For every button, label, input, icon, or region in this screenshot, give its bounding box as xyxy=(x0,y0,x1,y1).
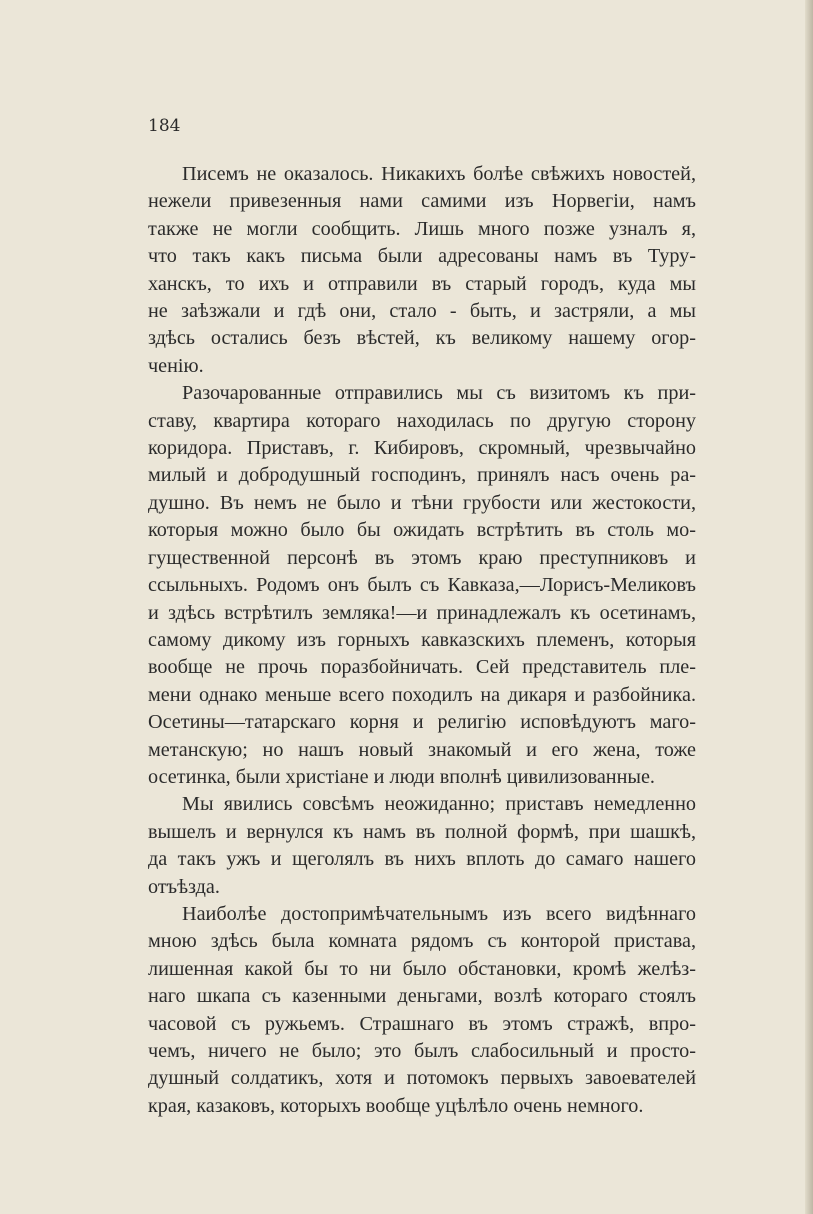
text-line: Мы явились совсѣмъ неожиданно; приставъ немедленно xyxy=(182,793,696,816)
text-line: часовой съ ружьемъ. Страшнаго въ этомъ стражѣ, впро- xyxy=(148,1012,696,1035)
text-line: чемъ, ничего не было; это былъ слабосильный и просто- xyxy=(148,1040,696,1062)
text-line: нежели привезенныя нами самими изъ Норвегiи, намъ xyxy=(148,190,696,213)
text-line: Наиболѣе достопримѣчательнымъ изъ всего видѣннаго xyxy=(182,902,696,925)
text-line: края, казаковъ, которыхъ вообще уцѣлѣло очень немного. xyxy=(148,1094,644,1117)
text-line: также не могли сообщить. Лишь много позже узналъ я, xyxy=(148,217,696,240)
text-line: Разочарованные отправились мы съ визитомъ къ при- xyxy=(182,382,696,405)
text-line: осетинка, были христiане и люди вполнѣ цивилизованные. xyxy=(148,765,655,788)
text-line: Осетины—татарскаго корня и религiю исповѣдуютъ маго- xyxy=(148,711,696,734)
text-line: которыя можно было бы ожидать встрѣтить въ столь мо- xyxy=(148,519,696,542)
text-line: самому дикому изъ горныхъ кавказскихъ племенъ, которыя xyxy=(148,628,696,651)
text-line: метанскую; но нашъ новый знакомый и его жена, тоже xyxy=(148,738,696,761)
text-line: отъѣзда. xyxy=(148,875,220,898)
page-edge-shadow xyxy=(805,0,813,1214)
text-line: наго шкапа съ казенными деньгами, возлѣ котораго стоялъ xyxy=(148,985,696,1008)
text-line: Писемъ не оказалось. Никакихъ болѣе свѣжихъ новостей, xyxy=(182,163,696,185)
text-line: душный солдатикъ, хотя и потомокъ первыхъ завоевателей xyxy=(148,1067,696,1090)
page-number: 184 xyxy=(148,116,181,136)
text-line: вышелъ и вернулся къ намъ въ полной формѣ, при шашкѣ, xyxy=(148,820,696,843)
text-line: вообще не прочь поразбойничать. Сей представитель пле- xyxy=(148,656,696,679)
body-text xyxy=(148,161,696,1120)
text-line: не заѣзжали и гдѣ они, стало - быть, и застряли, а мы xyxy=(148,300,696,323)
text-line: лишенная какой бы то ни было обстановки, кромѣ желѣз- xyxy=(148,957,696,980)
text-line: здѣсь остались безъ вѣстей, къ великому нашему огор- xyxy=(148,327,696,350)
text-line: душно. Въ немъ не было и тѣни грубости или жестокости, xyxy=(148,491,696,514)
text-line: да такъ ужъ и щеголялъ въ нихъ вплоть до самаго нашего xyxy=(148,848,696,871)
text-line: мени однако меньше всего походилъ на дикаря и разбойника. xyxy=(148,683,696,706)
text-line: ссыльныхъ. Родомъ онъ былъ съ Кавказа,—Лорисъ-Меликовъ xyxy=(148,574,696,597)
text-line: милый и добродушный господинъ, принялъ насъ очень ра- xyxy=(148,464,696,487)
text-line: что такъ какъ письма были адресованы намъ въ Туру- xyxy=(148,245,696,268)
text-line: коридора. Приставъ, г. Кибировъ, скромный, чрезвычайно xyxy=(148,437,696,460)
text-line: ченiю. xyxy=(148,354,204,377)
text-line: и здѣсь встрѣтилъ земляка!—и принадлежалъ къ осетинамъ, xyxy=(148,601,696,624)
text-line: ставу, квартира котораго находилась по другую сторону xyxy=(148,409,696,432)
text-line: мною здѣсь была комната рядомъ съ конторой пристава, xyxy=(148,930,696,953)
text-line: ханскъ, то ихъ и отправили въ старый городъ, куда мы xyxy=(148,272,696,295)
text-line: гущественной персонѣ въ этомъ краю преступниковъ и xyxy=(148,546,696,569)
